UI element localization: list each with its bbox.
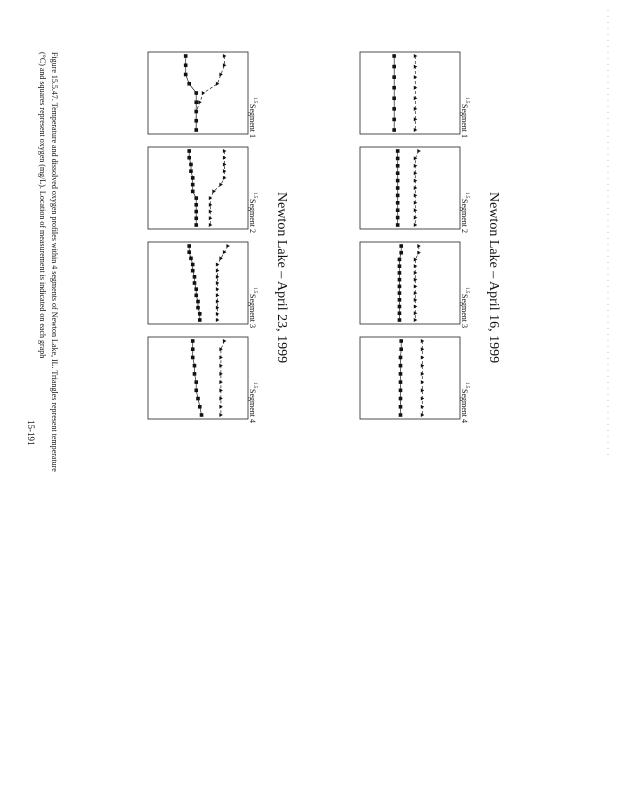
oxygen-point — [392, 54, 396, 58]
charts-group — [148, 52, 469, 423]
oxygen-point — [396, 186, 400, 190]
oxygen-line — [189, 151, 196, 225]
oxygen-point — [191, 347, 195, 351]
chart-frame — [360, 337, 460, 419]
oxygen-point — [198, 312, 202, 316]
oxygen-point — [187, 149, 191, 153]
oxygen-point — [392, 75, 396, 79]
segment-label: Segment 3 — [460, 294, 469, 328]
oxygen-line — [399, 246, 401, 320]
oxygen-point — [187, 250, 191, 254]
oxygen-point — [398, 318, 402, 322]
segment-label: Segment 4 — [460, 389, 469, 423]
segment-label: Segment 2 — [460, 199, 469, 233]
temperature-point — [219, 183, 223, 187]
oxygen-point — [396, 194, 400, 198]
oxygen-point — [194, 216, 198, 220]
temperature-point — [219, 256, 223, 260]
oxygen-point — [194, 203, 198, 207]
oxygen-point — [193, 275, 197, 279]
temperature-point — [209, 196, 213, 200]
oxygen-point — [396, 164, 400, 168]
segment-label: Segment 1 — [248, 104, 257, 138]
segment-label: Segment 2 — [248, 199, 257, 233]
oxygen-point — [399, 364, 403, 368]
oxygen-point — [398, 291, 402, 295]
temperature-line — [210, 151, 224, 225]
measurement-annotation: 1.5 — [464, 382, 469, 389]
oxygen-point — [184, 63, 188, 67]
oxygen-point — [196, 306, 200, 310]
oxygen-point — [396, 216, 400, 220]
measurement-annotation: 1.5 — [252, 192, 257, 199]
measurement-annotation: 1.5 — [252, 382, 257, 389]
oxygen-point — [189, 163, 193, 167]
oxygen-point — [398, 298, 402, 302]
temperature-point — [226, 244, 230, 248]
profile-chart — [148, 52, 257, 138]
oxygen-point — [191, 339, 195, 343]
segment-label: Segment 1 — [460, 104, 469, 138]
oxygen-point — [399, 389, 403, 393]
oxygen-point — [191, 190, 195, 194]
oxygen-point — [399, 405, 403, 409]
measurement-annotation: 1.5 — [252, 287, 257, 294]
oxygen-point — [200, 413, 204, 417]
oxygen-point — [194, 223, 198, 227]
temperature-point — [223, 339, 227, 343]
oxygen-point — [398, 285, 402, 289]
oxygen-point — [194, 110, 198, 114]
profile-chart — [148, 242, 257, 328]
oxygen-point — [396, 157, 400, 161]
profile-chart — [360, 52, 469, 138]
oxygen-point — [392, 86, 396, 90]
oxygen-point — [191, 356, 195, 360]
oxygen-point — [196, 300, 200, 304]
chart-frame — [360, 52, 460, 134]
oxygen-point — [396, 149, 400, 153]
oxygen-point — [396, 171, 400, 175]
temperature-point — [414, 318, 418, 322]
segment-label: Segment 4 — [248, 389, 257, 423]
oxygen-point — [392, 128, 396, 132]
temperature-point — [417, 149, 421, 153]
oxygen-point — [399, 244, 403, 248]
temperature-point — [414, 156, 418, 160]
temperature-line — [196, 56, 224, 130]
chart-frame — [360, 242, 460, 324]
oxygen-point — [194, 380, 198, 384]
oxygen-point — [196, 397, 200, 401]
oxygen-point — [189, 257, 193, 261]
oxygen-point — [399, 397, 403, 401]
profile-chart — [148, 147, 257, 233]
oxygen-point — [194, 100, 198, 104]
oxygen-point — [399, 356, 403, 360]
measurement-annotation: 1.5 — [464, 192, 469, 199]
profile-chart — [360, 242, 469, 328]
figure-caption-line-1: Figure 15.5.47. Temperature and dissolved oxygen profiles within 4 segments of Newton Lake, IL. Triangles represent temperature — [50, 52, 59, 472]
oxygen-point — [194, 287, 198, 291]
measurement-annotation: 1.5 — [464, 287, 469, 294]
oxygen-point — [399, 347, 403, 351]
oxygen-point — [399, 413, 403, 417]
oxygen-point — [399, 372, 403, 376]
measurement-annotation: 1.5 — [252, 97, 257, 104]
temperature-point — [202, 91, 206, 95]
temperature-point — [198, 100, 202, 104]
oxygen-point — [392, 107, 396, 111]
figure-caption-line-2: (°C) and squares represent oxygen (mg/L). Location of measurement is indicated on each graph — [38, 52, 47, 359]
oxygen-point — [194, 196, 198, 200]
oxygen-point — [187, 156, 191, 160]
oxygen-point — [194, 128, 198, 132]
profile-chart — [148, 337, 257, 423]
oxygen-point — [396, 201, 400, 205]
oxygen-point — [399, 251, 403, 255]
oxygen-point — [193, 364, 197, 368]
page-number: 15-191 — [26, 420, 36, 446]
oxygen-point — [198, 405, 202, 409]
oxygen-point — [396, 179, 400, 183]
oxygen-point — [399, 339, 403, 343]
oxygen-point — [191, 176, 195, 180]
profile-chart — [360, 337, 469, 423]
oxygen-line — [193, 341, 202, 415]
oxygen-point — [392, 96, 396, 100]
oxygen-point — [398, 271, 402, 275]
oxygen-point — [198, 318, 202, 322]
oxygen-point — [396, 223, 400, 227]
profile-chart — [360, 147, 469, 233]
panel-title-bottom: Newton Lake – April 23, 1999 — [274, 192, 289, 364]
oxygen-point — [392, 118, 396, 122]
oxygen-point — [184, 54, 188, 58]
oxygen-point — [184, 73, 188, 77]
oxygen-point — [194, 91, 198, 95]
oxygen-point — [194, 119, 198, 123]
oxygen-point — [399, 380, 403, 384]
temperature-line — [221, 341, 225, 415]
oxygen-point — [396, 208, 400, 212]
oxygen-point — [194, 294, 198, 298]
temperature-point — [223, 250, 227, 254]
temperature-point — [414, 223, 418, 227]
oxygen-point — [398, 305, 402, 309]
oxygen-point — [191, 269, 195, 273]
oxygen-point — [194, 210, 198, 214]
segment-label: Segment 3 — [248, 294, 257, 328]
oxygen-point — [193, 281, 197, 285]
temperature-point — [219, 413, 223, 417]
temperature-line — [415, 246, 419, 320]
oxygen-point — [194, 389, 198, 393]
oxygen-point — [187, 82, 191, 86]
oxygen-point — [189, 169, 193, 173]
oxygen-point — [191, 263, 195, 267]
oxygen-point — [187, 244, 191, 248]
measurement-annotation: 1.5 — [464, 97, 469, 104]
oxygen-point — [193, 372, 197, 376]
oxygen-point — [392, 65, 396, 69]
oxygen-point — [191, 183, 195, 187]
chart-frame — [360, 147, 460, 229]
chart-frame — [148, 242, 248, 324]
panel-title-top: Newton Lake – April 16, 1999 — [486, 192, 501, 364]
oxygen-point — [398, 264, 402, 268]
oxygen-point — [398, 258, 402, 262]
oxygen-line — [401, 341, 402, 415]
oxygen-point — [398, 311, 402, 315]
oxygen-point — [398, 278, 402, 282]
